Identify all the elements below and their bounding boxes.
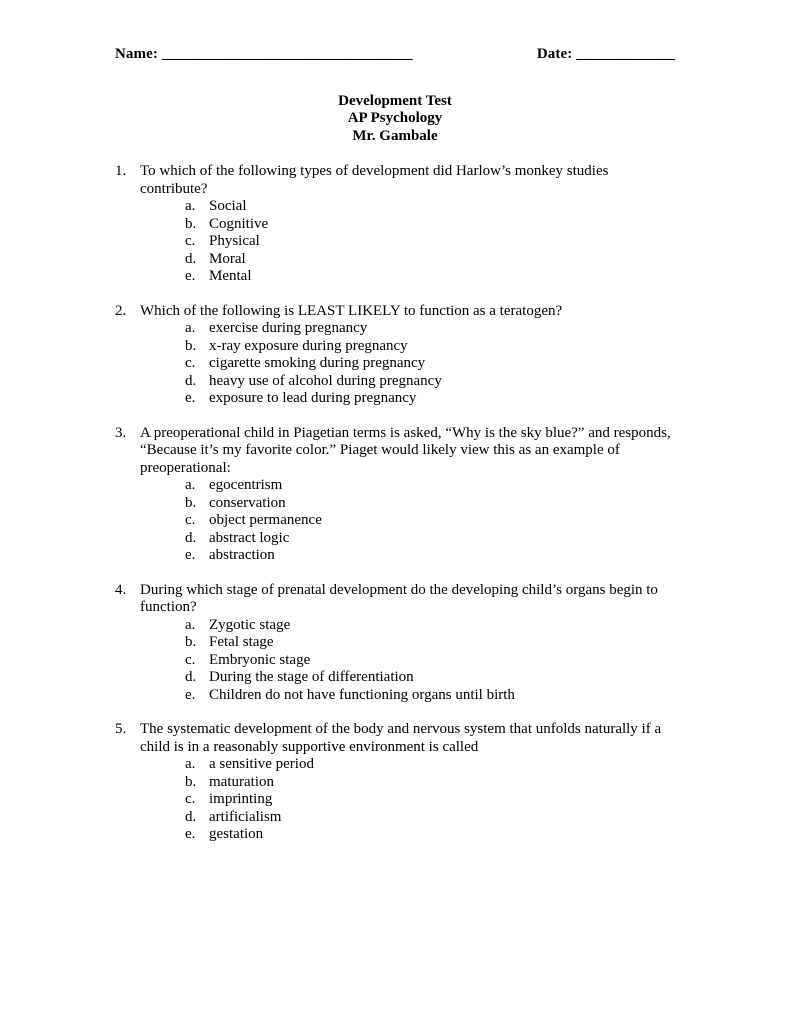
choice-item bbox=[185, 268, 675, 286]
question-number: 3. bbox=[115, 424, 127, 441]
choice-text: Social bbox=[209, 198, 247, 214]
choice-letter: c. bbox=[185, 355, 196, 371]
question-item bbox=[115, 582, 675, 705]
choice-letter: b. bbox=[185, 634, 197, 650]
choice-list bbox=[185, 477, 675, 565]
choice-text: maturation bbox=[209, 773, 274, 790]
title-block bbox=[115, 93, 675, 146]
choice-letter: b. bbox=[185, 494, 197, 511]
choice-list bbox=[185, 198, 675, 286]
choice-list bbox=[185, 320, 675, 408]
choice-text: Children do not have functioning organs until birth bbox=[209, 686, 515, 703]
choice-letter: e. bbox=[185, 826, 196, 842]
choice-item bbox=[185, 216, 675, 234]
choice-text: conservation bbox=[209, 494, 286, 511]
document-author: Mr. Gambale bbox=[352, 127, 438, 144]
choice-text: a sensitive period bbox=[209, 756, 314, 772]
choice-letter: a. bbox=[185, 616, 196, 633]
question-item bbox=[115, 303, 675, 408]
question-text: Which of the following is LEAST LIKELY to function as a teratogen? bbox=[140, 302, 563, 319]
choice-text: Fetal stage bbox=[209, 634, 274, 650]
choice-item bbox=[185, 687, 675, 705]
question-body bbox=[140, 303, 675, 408]
choice-text: egocentrism bbox=[209, 477, 283, 493]
choice-list bbox=[185, 756, 675, 844]
choice-item bbox=[185, 390, 675, 408]
choice-letter: e. bbox=[185, 268, 196, 284]
date-label: Date: bbox=[536, 46, 573, 62]
choice-item bbox=[185, 355, 675, 373]
choice-letter: d. bbox=[185, 808, 197, 825]
choice-letter: a. bbox=[185, 477, 196, 493]
question-body bbox=[140, 582, 675, 705]
choice-letter: a. bbox=[185, 198, 196, 214]
choice-text: exercise during pregnancy bbox=[209, 320, 368, 336]
question-text: The systematic development of the body and nervous system that unfolds naturally if a child is in a reasonably supportive environment is called bbox=[140, 721, 662, 755]
choice-letter: d. bbox=[185, 529, 197, 546]
question-number: 1. bbox=[115, 163, 127, 179]
choice-letter: b. bbox=[185, 773, 197, 790]
choice-letter: e. bbox=[185, 686, 196, 703]
choice-item bbox=[185, 826, 675, 844]
choice-text: artificialism bbox=[209, 808, 282, 825]
choice-list bbox=[185, 617, 675, 705]
choice-letter: c. bbox=[185, 512, 196, 528]
choice-item bbox=[185, 233, 675, 251]
name-blank-line: _________________________________ bbox=[161, 46, 413, 62]
choice-text: Cognitive bbox=[209, 215, 269, 232]
choice-letter: c. bbox=[185, 791, 196, 807]
choice-letter: d. bbox=[185, 669, 197, 685]
choice-item bbox=[185, 477, 675, 495]
choice-letter: a. bbox=[185, 756, 196, 772]
choice-item bbox=[185, 251, 675, 269]
choice-letter: d. bbox=[185, 372, 197, 389]
question-body bbox=[140, 163, 675, 286]
choice-item bbox=[185, 617, 675, 635]
choice-text: Embryonic stage bbox=[209, 651, 311, 668]
choice-item bbox=[185, 634, 675, 652]
choice-text: heavy use of alcohol during pregnancy bbox=[209, 372, 442, 389]
choice-item bbox=[185, 512, 675, 530]
question-body bbox=[140, 721, 675, 844]
question-body bbox=[140, 425, 675, 565]
choice-text: abstract logic bbox=[209, 529, 290, 546]
choice-letter: e. bbox=[185, 390, 196, 406]
choice-item bbox=[185, 756, 675, 774]
question-item bbox=[115, 721, 675, 844]
choice-item bbox=[185, 809, 675, 827]
choice-text: Zygotic stage bbox=[209, 616, 291, 633]
choice-item bbox=[185, 669, 675, 687]
question-text: To which of the following types of development did Harlow’s monkey studies contribute? bbox=[140, 163, 609, 197]
choice-text: Moral bbox=[209, 250, 246, 267]
name-label: Name: bbox=[115, 46, 158, 62]
choice-text: Physical bbox=[209, 233, 260, 249]
question-item bbox=[115, 163, 675, 286]
question-number: 5. bbox=[115, 721, 127, 737]
document-header bbox=[115, 46, 675, 64]
choice-item bbox=[185, 774, 675, 792]
choice-item bbox=[185, 547, 675, 565]
choice-item bbox=[185, 495, 675, 513]
choice-letter: b. bbox=[185, 337, 197, 354]
choice-text: object permanence bbox=[209, 512, 322, 528]
name-field bbox=[115, 46, 413, 64]
choice-text: x-ray exposure during pregnancy bbox=[209, 337, 408, 354]
choice-letter: c. bbox=[185, 233, 196, 249]
choice-text: cigarette smoking during pregnancy bbox=[209, 355, 426, 371]
choice-letter: b. bbox=[185, 215, 197, 232]
choice-item bbox=[185, 198, 675, 216]
question-text: During which stage of prenatal development do the developing child’s organs begin to function? bbox=[140, 581, 658, 615]
choice-text: exposure to lead during pregnancy bbox=[209, 390, 417, 406]
date-field bbox=[537, 46, 675, 64]
question-item bbox=[115, 425, 675, 565]
choice-letter: c. bbox=[185, 651, 196, 668]
choice-item bbox=[185, 373, 675, 391]
choice-item bbox=[185, 338, 675, 356]
question-list bbox=[115, 163, 675, 844]
choice-item bbox=[185, 791, 675, 809]
choice-text: During the stage of differentiation bbox=[209, 669, 414, 685]
choice-letter: d. bbox=[185, 250, 197, 267]
choice-text: imprinting bbox=[209, 791, 273, 807]
choice-letter: e. bbox=[185, 547, 196, 563]
choice-text: abstraction bbox=[209, 547, 275, 563]
question-text: A preoperational child in Piagetian terms is asked, “Why is the sky blue?” and responds, “Because it’s my favorite color.” Piaget would likely view this as an example of preoperational: bbox=[140, 424, 671, 476]
choice-item bbox=[185, 320, 675, 338]
choice-item bbox=[185, 530, 675, 548]
date-blank-line: _____________ bbox=[576, 46, 675, 62]
document-subtitle: AP Psychology bbox=[347, 110, 443, 126]
question-number: 4. bbox=[115, 581, 127, 598]
choice-item bbox=[185, 652, 675, 670]
choice-text: gestation bbox=[209, 826, 264, 842]
document-title: Development Test bbox=[338, 92, 452, 109]
choice-text: Mental bbox=[209, 268, 252, 284]
choice-letter: a. bbox=[185, 320, 196, 336]
question-number: 2. bbox=[115, 302, 127, 319]
